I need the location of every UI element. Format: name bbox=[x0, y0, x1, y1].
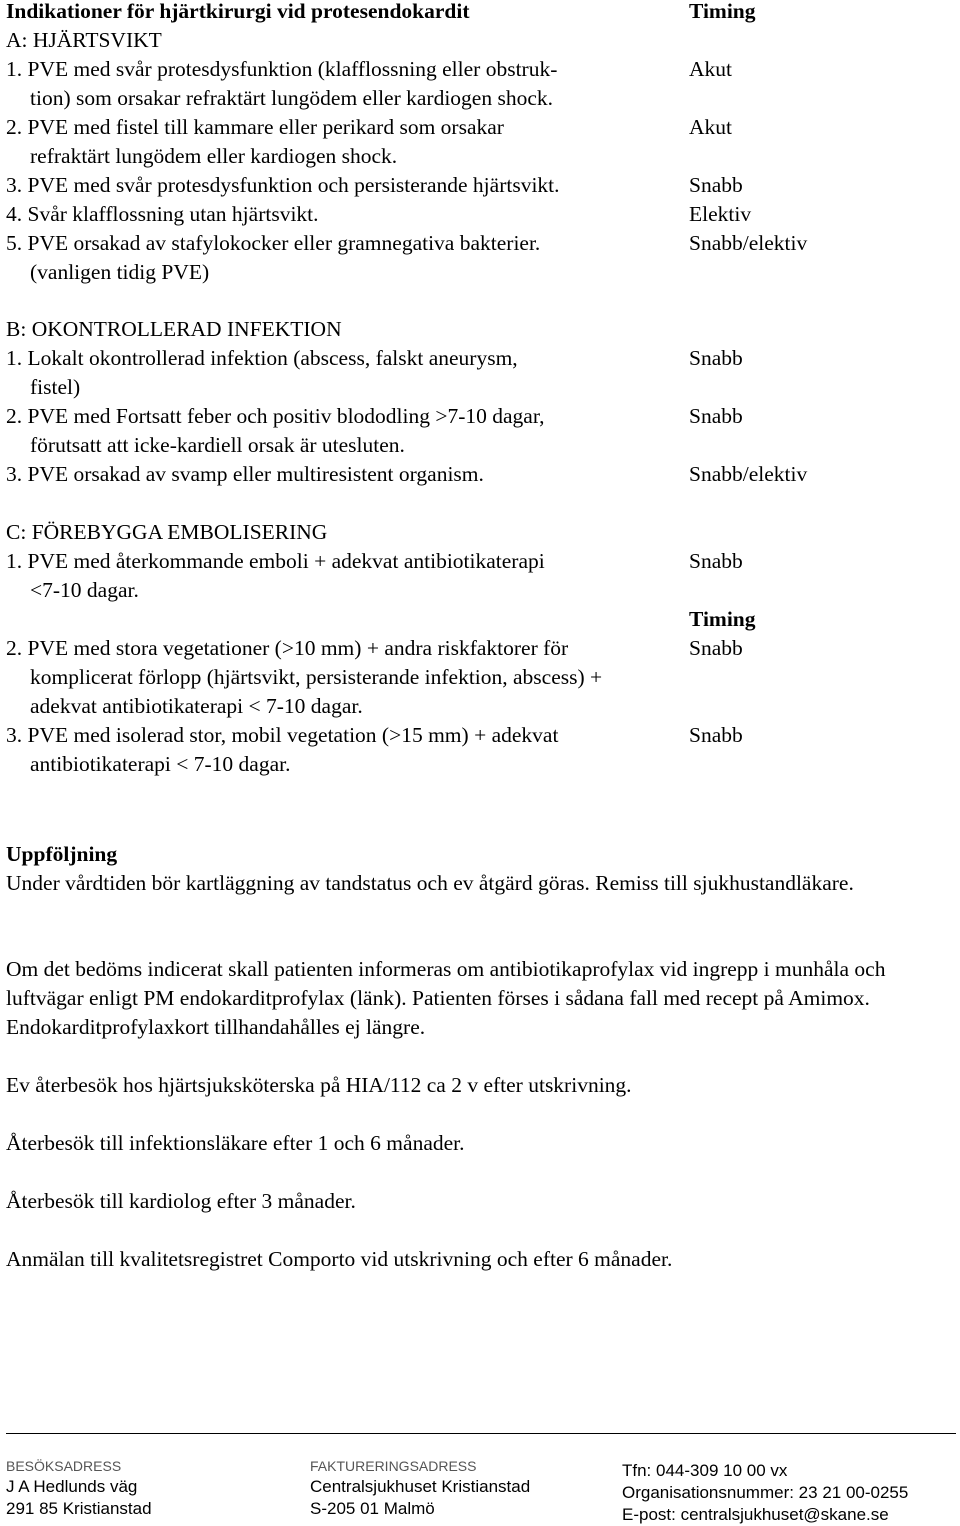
item-a5-line1: 5. PVE orsakad av stafylokocker eller gramnegativa bakterier. bbox=[6, 231, 541, 255]
timing-header: Timing bbox=[689, 0, 756, 23]
item-c2-line1: 2. PVE med stora vegetationer (>10 mm) + andra riskfaktorer för bbox=[6, 636, 569, 660]
follow-up-heading: Uppföljning bbox=[6, 842, 118, 866]
footer-org-number: Organisationsnummer: 23 21 00-0255 bbox=[622, 1483, 909, 1502]
item-a2-line2: refraktärt lungödem eller kardiogen shock. bbox=[30, 144, 398, 168]
item-c3-line2: antibiotikaterapi < 7-10 dagar. bbox=[30, 752, 291, 776]
item-a2-timing: Akut bbox=[689, 115, 732, 139]
timing-header-repeat: Timing bbox=[689, 607, 756, 631]
item-a1-timing: Akut bbox=[689, 57, 732, 81]
footer-email[interactable]: E-post: centralsjukhuset@skane.se bbox=[622, 1505, 889, 1524]
item-a3-line1: 3. PVE med svår protesdysfunktion och persisterande hjärtsvikt. bbox=[6, 173, 560, 197]
section-heading-c: C: FÖREBYGGA EMBOLISERING bbox=[6, 520, 328, 544]
section-heading-b: B: OKONTROLLERAD INFEKTION bbox=[6, 317, 342, 341]
footer-phone: Tfn: 044-309 10 00 vx bbox=[622, 1461, 788, 1480]
footer-visit-line2: 291 85 Kristianstad bbox=[6, 1499, 152, 1518]
item-a3-timing: Snabb bbox=[689, 173, 743, 197]
item-c1-timing: Snabb bbox=[689, 549, 743, 573]
item-b3-line1: 3. PVE orsakad av svamp eller multiresistent organism. bbox=[6, 462, 484, 486]
item-b1-line1: 1. Lokalt okontrollerad infektion (abscess, falskt aneurysm, bbox=[6, 346, 518, 370]
footer-visit-line1: J A Hedlunds väg bbox=[6, 1477, 138, 1496]
item-c3-timing: Snabb bbox=[689, 723, 743, 747]
item-a1-line1: 1. PVE med svår protesdysfunktion (klafflossning eller obstruk- bbox=[6, 57, 558, 81]
document-title: Indikationer för hjärtkirurgi vid protesendokardit bbox=[6, 0, 470, 23]
item-a5-line2: (vanligen tidig PVE) bbox=[30, 260, 210, 284]
follow-up-paragraph: Återbesök till infektionsläkare efter 1 och 6 månader. bbox=[6, 1131, 465, 1155]
item-b1-timing: Snabb bbox=[689, 346, 743, 370]
footer-billing-line2: S-205 01 Malmö bbox=[310, 1499, 435, 1518]
item-b3-timing: Snabb/elektiv bbox=[689, 462, 808, 486]
follow-up-paragraph: Under vårdtiden bör kartläggning av tandstatus och ev åtgärd göras. Remiss till sjukhustandläkare. bbox=[6, 871, 854, 895]
item-b2-timing: Snabb bbox=[689, 404, 743, 428]
follow-up-paragraph: Återbesök till kardiolog efter 3 månader. bbox=[6, 1189, 356, 1213]
item-a1-line2: tion) som orsakar refraktärt lungödem eller kardiogen shock. bbox=[30, 86, 553, 110]
section-heading-a: A: HJÄRTSVIKT bbox=[6, 28, 162, 52]
item-a5-timing: Snabb/elektiv bbox=[689, 231, 808, 255]
item-b2-line2: förutsatt att icke-kardiell orsak är utesluten. bbox=[30, 433, 405, 457]
item-a4-timing: Elektiv bbox=[689, 202, 752, 226]
item-c1-line1: 1. PVE med återkommande emboli + adekvat antibiotikaterapi bbox=[6, 549, 545, 573]
footer-billing-address bbox=[310, 1456, 530, 1520]
footer-contact bbox=[622, 1460, 908, 1526]
item-b2-line1: 2. PVE med Fortsatt feber och positiv blododling >7-10 dagar, bbox=[6, 404, 545, 428]
item-c2-line2: komplicerat förlopp (hjärtsvikt, persisterande infektion, abscess) + bbox=[30, 665, 603, 689]
footer-visit-address bbox=[6, 1456, 152, 1520]
footer-billing-label: FAKTURERINGSADRESS bbox=[310, 1458, 477, 1474]
item-c3-line1: 3. PVE med isolerad stor, mobil vegetation (>15 mm) + adekvat bbox=[6, 723, 559, 747]
item-a2-line1: 2. PVE med fistel till kammare eller perikard som orsakar bbox=[6, 115, 504, 139]
footer-visit-label: BESÖKSADRESS bbox=[6, 1458, 122, 1474]
item-c1-line2: <7-10 dagar. bbox=[30, 578, 139, 602]
follow-up-paragraph: Ev återbesök hos hjärtsjuksköterska på HIA/112 ca 2 v efter utskrivning. bbox=[6, 1073, 632, 1097]
footer-billing-line1: Centralsjukhuset Kristianstad bbox=[310, 1477, 531, 1496]
item-a4-line1: 4. Svår klafflossning utan hjärtsvikt. bbox=[6, 202, 319, 226]
follow-up-paragraph: Anmälan till kvalitetsregistret Comporto vid utskrivning och efter 6 månader. bbox=[6, 1247, 673, 1271]
item-b1-line2: fistel) bbox=[30, 375, 81, 399]
item-c2-timing: Snabb bbox=[689, 636, 743, 660]
item-c2-line3: adekvat antibiotikaterapi < 7-10 dagar. bbox=[30, 694, 363, 718]
follow-up-paragraph: Om det bedöms indicerat skall patienten informeras om antibiotikaprofylax vid ingrepp i munhåla och luftvägar enligt PM endokarditprofylax (länk). Patienten förses i sådana fall med recept på Amimox. Endokarditprofylaxkort tillhandahålles ej längre. bbox=[6, 957, 886, 1039]
footer-divider bbox=[6, 1433, 956, 1434]
